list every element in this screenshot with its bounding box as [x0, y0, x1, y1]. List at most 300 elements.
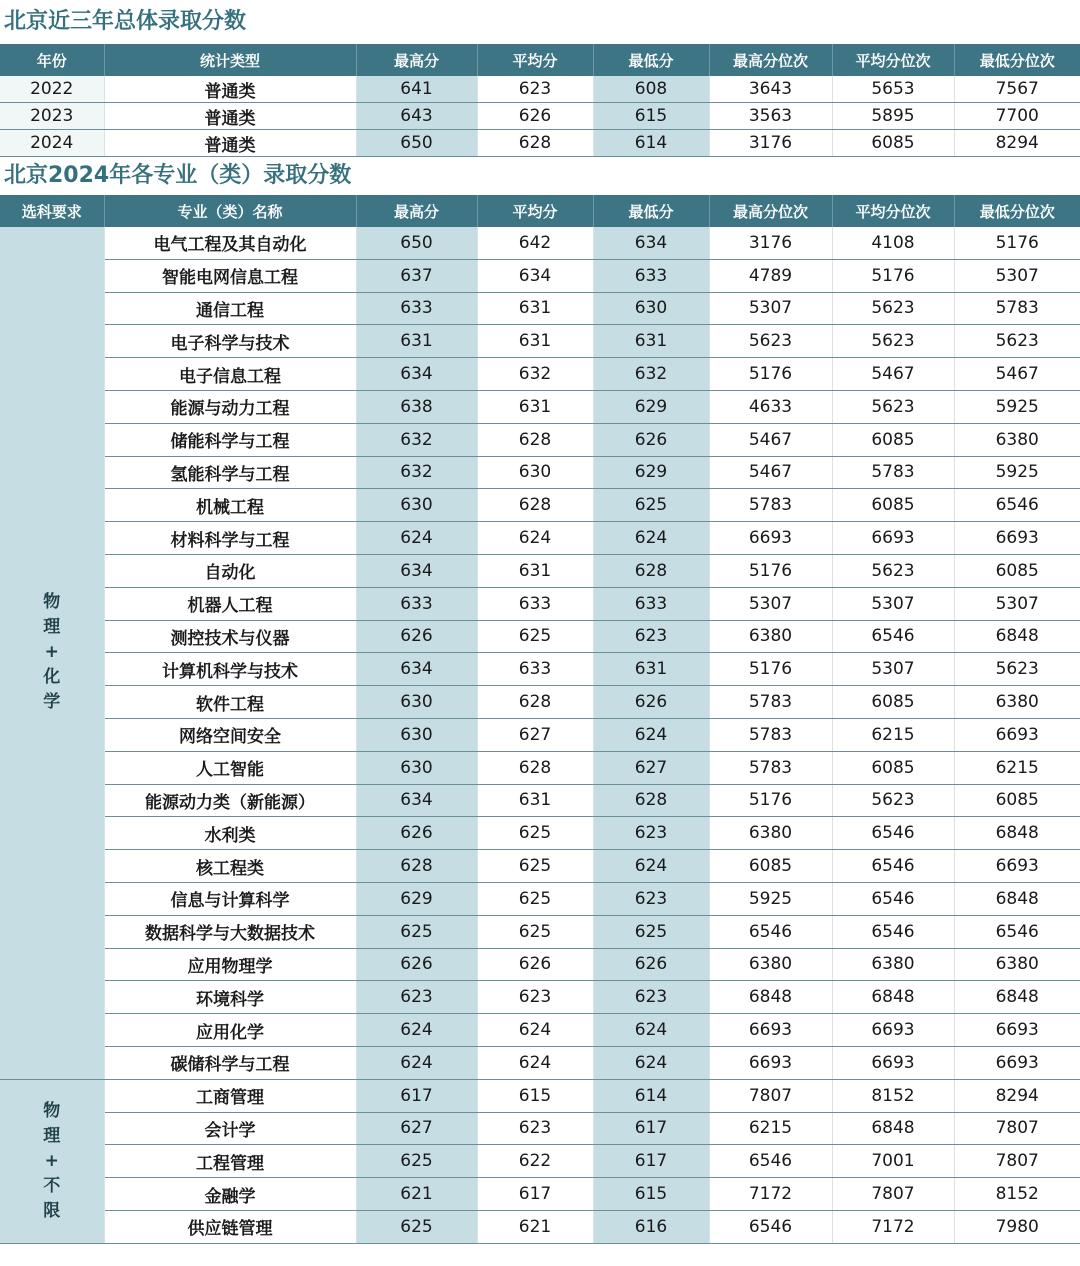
- major-name-cell: 环境科学: [104, 981, 356, 1014]
- table-cell: 5783: [709, 686, 832, 719]
- table-cell: 625: [356, 915, 477, 948]
- requirement-char: 不: [43, 1175, 61, 1196]
- table-cell: 5467: [709, 423, 832, 456]
- table-cell: 4633: [709, 390, 832, 423]
- table-cell: 5623: [832, 554, 954, 587]
- table-cell: 617: [593, 1145, 709, 1178]
- column-header: 平均分位次: [832, 44, 954, 76]
- column-header: 统计类型: [104, 44, 356, 76]
- column-header: 平均分位次: [832, 195, 954, 227]
- table-cell: 6085: [832, 751, 954, 784]
- table-cell: 624: [356, 1014, 477, 1047]
- table-cell: 7807: [832, 1178, 954, 1211]
- overall-scores-table: [0, 44, 1080, 157]
- requirement-char: 理: [43, 617, 61, 638]
- table-cell: 7172: [832, 1210, 954, 1243]
- table-cell: 626: [593, 948, 709, 981]
- table-cell: 普通类: [104, 103, 356, 130]
- table-row: [0, 292, 1080, 325]
- table-cell: 5623: [832, 784, 954, 817]
- table-cell: 628: [477, 423, 593, 456]
- table-cell: 5307: [954, 259, 1080, 292]
- table-row: [0, 423, 1080, 456]
- table-row: [0, 587, 1080, 620]
- table-cell: 5467: [832, 358, 954, 391]
- table-cell: 631: [593, 325, 709, 358]
- table-cell: 7807: [954, 1112, 1080, 1145]
- major-name-cell: 机械工程: [104, 489, 356, 522]
- column-header: 最低分: [593, 195, 709, 227]
- table-row: [0, 882, 1080, 915]
- column-header: 专业（类）名称: [104, 195, 356, 227]
- column-header: 最高分: [356, 195, 477, 227]
- table-cell: 5623: [954, 653, 1080, 686]
- table-cell: 638: [356, 390, 477, 423]
- table-cell: 628: [593, 554, 709, 587]
- table-cell: 5623: [709, 325, 832, 358]
- column-header: 平均分: [477, 195, 593, 227]
- table-cell: 6693: [832, 1046, 954, 1079]
- major-name-cell: 碳储科学与工程: [104, 1046, 356, 1079]
- major-name-cell: 测控技术与仪器: [104, 620, 356, 653]
- table-cell: 6380: [709, 948, 832, 981]
- table-row: [0, 653, 1080, 686]
- table-cell: 626: [477, 103, 593, 130]
- table-cell: 6380: [954, 686, 1080, 719]
- table-cell: 6693: [954, 522, 1080, 555]
- requirement-char: 化: [43, 667, 61, 688]
- year-cell: 2023: [0, 103, 104, 130]
- table-cell: 6215: [954, 751, 1080, 784]
- table-cell: 6693: [832, 522, 954, 555]
- table-cell: 6693: [954, 718, 1080, 751]
- table-cell: 615: [593, 103, 709, 130]
- major-name-cell: 会计学: [104, 1112, 356, 1145]
- requirement-char: +: [44, 642, 59, 663]
- table-cell: 8152: [954, 1178, 1080, 1211]
- table-cell: 4789: [709, 259, 832, 292]
- table-cell: 634: [356, 653, 477, 686]
- table-cell: 626: [356, 620, 477, 653]
- table-row: [0, 948, 1080, 981]
- table-row: [0, 325, 1080, 358]
- table-cell: 631: [356, 325, 477, 358]
- table-row: [0, 915, 1080, 948]
- table-cell: 631: [477, 390, 593, 423]
- column-header: 最低分: [593, 44, 709, 76]
- table-row: [0, 686, 1080, 719]
- table-cell: 6380: [954, 948, 1080, 981]
- column-header: 年份: [0, 44, 104, 76]
- table-row: [0, 227, 1080, 259]
- table-cell: 6848: [709, 981, 832, 1014]
- table-row: [0, 1079, 1080, 1112]
- table-cell: 5925: [954, 390, 1080, 423]
- table-cell: 637: [356, 259, 477, 292]
- table-cell: 5783: [709, 489, 832, 522]
- table-cell: 3176: [709, 130, 832, 157]
- table-row: [0, 850, 1080, 883]
- table-cell: 5176: [709, 784, 832, 817]
- table-cell: 625: [477, 817, 593, 850]
- table-cell: 631: [477, 554, 593, 587]
- table-cell: 5623: [954, 325, 1080, 358]
- table-cell: 623: [593, 882, 709, 915]
- table-cell: 625: [356, 1145, 477, 1178]
- table-cell: 624: [593, 850, 709, 883]
- table-cell: 630: [356, 718, 477, 751]
- column-header: 最高分位次: [709, 195, 832, 227]
- major-name-cell: 水利类: [104, 817, 356, 850]
- table-cell: 6848: [832, 981, 954, 1014]
- table-row: [0, 718, 1080, 751]
- table-cell: 6546: [832, 620, 954, 653]
- table-cell: 6085: [832, 423, 954, 456]
- section-title-majors: 北京2024年各专业（类）录取分数: [4, 163, 352, 188]
- table-cell: 3563: [709, 103, 832, 130]
- table-row: [0, 103, 1080, 130]
- table-cell: 630: [356, 686, 477, 719]
- table-cell: 626: [477, 948, 593, 981]
- table-cell: 632: [593, 358, 709, 391]
- major-name-cell: 电子科学与技术: [104, 325, 356, 358]
- table-cell: 7980: [954, 1210, 1080, 1243]
- table-cell: 7807: [954, 1145, 1080, 1178]
- table-cell: 625: [477, 915, 593, 948]
- table-cell: 6693: [709, 1014, 832, 1047]
- major-name-cell: 材料科学与工程: [104, 522, 356, 555]
- table-cell: 615: [477, 1079, 593, 1112]
- table-cell: 615: [593, 1178, 709, 1211]
- table-cell: 5307: [709, 292, 832, 325]
- table-cell: 623: [593, 981, 709, 1014]
- year-cell: 2022: [0, 76, 104, 103]
- table-cell: 623: [477, 1112, 593, 1145]
- table-cell: 7172: [709, 1178, 832, 1211]
- table-cell: 624: [477, 522, 593, 555]
- table-cell: 633: [477, 587, 593, 620]
- major-name-cell: 计算机科学与技术: [104, 653, 356, 686]
- table-cell: 633: [356, 587, 477, 620]
- table-cell: 622: [477, 1145, 593, 1178]
- table-cell: 624: [593, 1046, 709, 1079]
- table-cell: 6380: [709, 620, 832, 653]
- requirement-char: 物: [43, 592, 61, 613]
- major-name-cell: 机器人工程: [104, 587, 356, 620]
- table-cell: 5176: [832, 259, 954, 292]
- table-cell: 627: [477, 718, 593, 751]
- table-row: [0, 751, 1080, 784]
- table-cell: 6848: [954, 882, 1080, 915]
- table-cell: 6085: [832, 130, 954, 157]
- column-header: 最低分位次: [954, 44, 1080, 76]
- table-cell: 625: [593, 915, 709, 948]
- table-cell: 6693: [954, 1046, 1080, 1079]
- table-cell: 633: [356, 292, 477, 325]
- table-cell: 632: [356, 423, 477, 456]
- requirement-char: 物: [43, 1100, 61, 1121]
- table-cell: 625: [477, 850, 593, 883]
- requirement-char: 学: [43, 692, 61, 713]
- table-cell: 6215: [832, 718, 954, 751]
- table-cell: 5307: [832, 653, 954, 686]
- table-cell: 6693: [954, 1014, 1080, 1047]
- table-cell: 614: [593, 1079, 709, 1112]
- table-cell: 7001: [832, 1145, 954, 1178]
- table-cell: 621: [477, 1210, 593, 1243]
- table-cell: 8152: [832, 1079, 954, 1112]
- table-row: [0, 522, 1080, 555]
- table-cell: 631: [477, 784, 593, 817]
- table-cell: 650: [356, 227, 477, 259]
- table-cell: 628: [477, 130, 593, 157]
- table-cell: 7700: [954, 103, 1080, 130]
- major-name-cell: 软件工程: [104, 686, 356, 719]
- table-cell: 624: [477, 1014, 593, 1047]
- table-cell: 614: [593, 130, 709, 157]
- table-cell: 6546: [954, 915, 1080, 948]
- table-cell: 5307: [954, 587, 1080, 620]
- table-cell: 633: [477, 653, 593, 686]
- table-cell: 641: [356, 76, 477, 103]
- major-name-cell: 应用化学: [104, 1014, 356, 1047]
- table-cell: 629: [593, 390, 709, 423]
- table-row: [0, 1014, 1080, 1047]
- table-cell: 7567: [954, 76, 1080, 103]
- table-cell: 625: [593, 489, 709, 522]
- table-cell: 628: [477, 686, 593, 719]
- table-cell: 7807: [709, 1079, 832, 1112]
- table-cell: 6380: [954, 423, 1080, 456]
- table-cell: 6546: [832, 882, 954, 915]
- table-cell: 628: [477, 751, 593, 784]
- table-cell: 5653: [832, 76, 954, 103]
- table-cell: 6693: [709, 1046, 832, 1079]
- table-cell: 5467: [954, 358, 1080, 391]
- table-row: [0, 554, 1080, 587]
- table-cell: 普通类: [104, 130, 356, 157]
- table-cell: 6546: [954, 489, 1080, 522]
- table-cell: 6848: [954, 981, 1080, 1014]
- major-name-cell: 人工智能: [104, 751, 356, 784]
- table-cell: 630: [477, 456, 593, 489]
- table-cell: 5623: [832, 292, 954, 325]
- table-cell: 6546: [832, 915, 954, 948]
- table-cell: 6380: [832, 948, 954, 981]
- table-row: [0, 981, 1080, 1014]
- table-cell: 6085: [954, 554, 1080, 587]
- table-cell: 617: [477, 1178, 593, 1211]
- table-cell: 623: [477, 76, 593, 103]
- major-name-cell: 氢能科学与工程: [104, 456, 356, 489]
- table-cell: 628: [356, 850, 477, 883]
- table-row: [0, 817, 1080, 850]
- table-cell: 6085: [954, 784, 1080, 817]
- year-cell: 2024: [0, 130, 104, 157]
- table-cell: 6693: [954, 850, 1080, 883]
- table-cell: 6546: [709, 1210, 832, 1243]
- table-row: [0, 1112, 1080, 1145]
- major-name-cell: 自动化: [104, 554, 356, 587]
- table-cell: 6546: [832, 850, 954, 883]
- table-cell: 6693: [832, 1014, 954, 1047]
- table-cell: 631: [477, 325, 593, 358]
- column-header: 平均分: [477, 44, 593, 76]
- section-title-overall: 北京近三年总体录取分数: [4, 9, 247, 34]
- table-row: [0, 390, 1080, 423]
- major-name-cell: 信息与计算科学: [104, 882, 356, 915]
- table-cell: 626: [593, 686, 709, 719]
- major-name-cell: 电气工程及其自动化: [104, 227, 356, 259]
- major-name-cell: 供应链管理: [104, 1210, 356, 1243]
- table-cell: 630: [593, 292, 709, 325]
- major-name-cell: 金融学: [104, 1178, 356, 1211]
- table-cell: 6085: [832, 686, 954, 719]
- table-cell: 624: [356, 1046, 477, 1079]
- table-row: [0, 130, 1080, 157]
- table-cell: 632: [477, 358, 593, 391]
- table-row: [0, 1145, 1080, 1178]
- table-cell: 642: [477, 227, 593, 259]
- table-cell: 617: [593, 1112, 709, 1145]
- table-row: [0, 1178, 1080, 1211]
- table-cell: 625: [477, 882, 593, 915]
- table-cell: 628: [477, 489, 593, 522]
- table-cell: 628: [593, 784, 709, 817]
- table-cell: 6546: [832, 817, 954, 850]
- column-header: 最高分: [356, 44, 477, 76]
- column-header: 选科要求: [0, 195, 104, 227]
- table-row: [0, 358, 1080, 391]
- table-cell: 629: [356, 882, 477, 915]
- table-cell: 631: [477, 292, 593, 325]
- table-row: [0, 1046, 1080, 1079]
- table-cell: 624: [593, 718, 709, 751]
- table-cell: 626: [593, 423, 709, 456]
- table-cell: 6546: [709, 915, 832, 948]
- requirement-char: 限: [43, 1200, 61, 1221]
- requirement-char: 理: [43, 1125, 61, 1146]
- major-name-cell: 储能科学与工程: [104, 423, 356, 456]
- table-cell: 629: [593, 456, 709, 489]
- table-cell: 6380: [709, 817, 832, 850]
- table-cell: 5925: [954, 456, 1080, 489]
- table-cell: 5176: [954, 227, 1080, 259]
- table-cell: 6848: [832, 1112, 954, 1145]
- table-cell: 624: [593, 1014, 709, 1047]
- major-name-cell: 应用物理学: [104, 948, 356, 981]
- major-name-cell: 电子信息工程: [104, 358, 356, 391]
- major-name-cell: 核工程类: [104, 850, 356, 883]
- table-row: [0, 76, 1080, 103]
- table-cell: 6085: [832, 489, 954, 522]
- table-cell: 633: [593, 259, 709, 292]
- table-row: [0, 620, 1080, 653]
- table-cell: 5895: [832, 103, 954, 130]
- table-cell: 5925: [709, 882, 832, 915]
- table-cell: 5783: [709, 751, 832, 784]
- table-cell: 普通类: [104, 76, 356, 103]
- major-name-cell: 数据科学与大数据技术: [104, 915, 356, 948]
- table-cell: 625: [477, 620, 593, 653]
- table-cell: 634: [356, 554, 477, 587]
- table-cell: 623: [356, 981, 477, 1014]
- table-cell: 626: [356, 948, 477, 981]
- table-cell: 5623: [832, 325, 954, 358]
- table-cell: 643: [356, 103, 477, 130]
- major-name-cell: 网络空间安全: [104, 718, 356, 751]
- table-row: [0, 784, 1080, 817]
- table-cell: 627: [356, 1112, 477, 1145]
- table-cell: 650: [356, 130, 477, 157]
- table-cell: 8294: [954, 130, 1080, 157]
- table-cell: 623: [593, 620, 709, 653]
- subject-requirement-cell: [0, 1079, 104, 1243]
- major-name-cell: 工商管理: [104, 1079, 356, 1112]
- table-cell: 5176: [709, 554, 832, 587]
- table-cell: 5176: [709, 653, 832, 686]
- table-header-row: [0, 44, 1080, 76]
- table-cell: 5623: [832, 390, 954, 423]
- table-cell: 617: [356, 1079, 477, 1112]
- major-name-cell: 通信工程: [104, 292, 356, 325]
- table-cell: 3176: [709, 227, 832, 259]
- table-cell: 5783: [954, 292, 1080, 325]
- table-cell: 630: [356, 751, 477, 784]
- table-cell: 5176: [709, 358, 832, 391]
- table-cell: 634: [477, 259, 593, 292]
- table-cell: 608: [593, 76, 709, 103]
- major-name-cell: 智能电网信息工程: [104, 259, 356, 292]
- column-header: 最低分位次: [954, 195, 1080, 227]
- table-cell: 5783: [709, 718, 832, 751]
- major-name-cell: 能源动力类（新能源）: [104, 784, 356, 817]
- table-cell: 624: [356, 522, 477, 555]
- table-cell: 3643: [709, 76, 832, 103]
- column-header: 最高分位次: [709, 44, 832, 76]
- table-cell: 5467: [709, 456, 832, 489]
- major-scores-table: [0, 195, 1080, 1244]
- table-cell: 5307: [709, 587, 832, 620]
- table-cell: 630: [356, 489, 477, 522]
- table-cell: 6546: [709, 1145, 832, 1178]
- table-cell: 6848: [954, 817, 1080, 850]
- table-row: [0, 489, 1080, 522]
- table-cell: 6693: [709, 522, 832, 555]
- table-row: [0, 259, 1080, 292]
- table-cell: 621: [356, 1178, 477, 1211]
- table-cell: 5783: [832, 456, 954, 489]
- major-name-cell: 工程管理: [104, 1145, 356, 1178]
- table-row: [0, 1210, 1080, 1243]
- table-cell: 627: [593, 751, 709, 784]
- table-cell: 625: [356, 1210, 477, 1243]
- table-cell: 634: [356, 358, 477, 391]
- major-name-cell: 能源与动力工程: [104, 390, 356, 423]
- table-cell: 6215: [709, 1112, 832, 1145]
- table-cell: 633: [593, 587, 709, 620]
- table-cell: 624: [593, 522, 709, 555]
- table-cell: 626: [356, 817, 477, 850]
- table-cell: 6085: [709, 850, 832, 883]
- table-cell: 631: [593, 653, 709, 686]
- table-cell: 4108: [832, 227, 954, 259]
- table-cell: 634: [593, 227, 709, 259]
- table-cell: 616: [593, 1210, 709, 1243]
- table-cell: 623: [593, 817, 709, 850]
- table-row: [0, 456, 1080, 489]
- table-cell: 6848: [954, 620, 1080, 653]
